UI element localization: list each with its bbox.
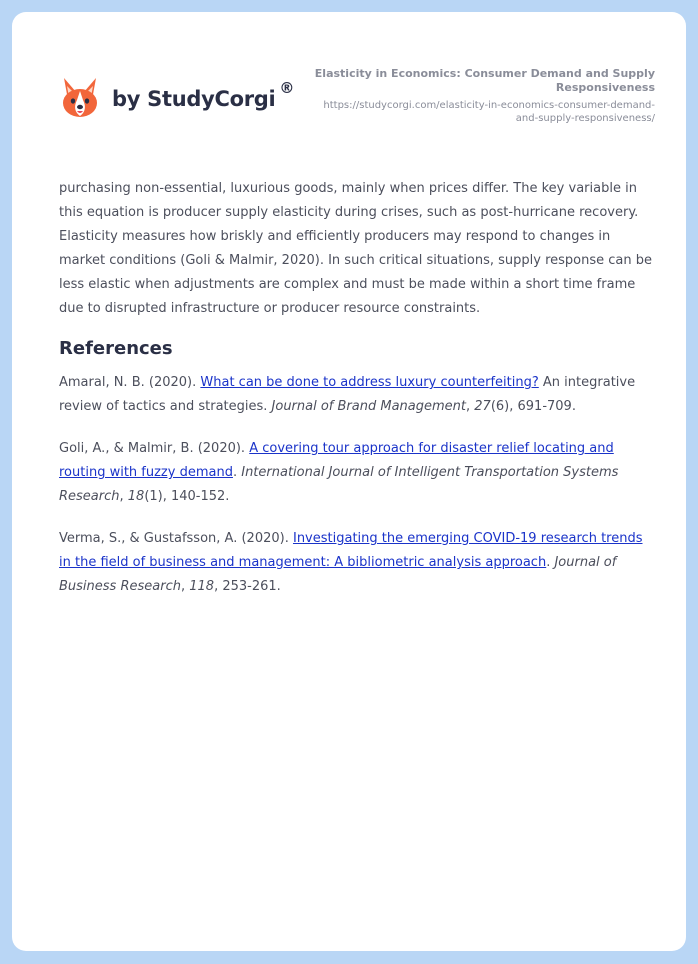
reference-item <box>59 371 655 419</box>
reference-volume: 27 <box>474 399 491 414</box>
reference-pages: , 253-261. <box>214 579 281 594</box>
brand-name: by StudyCorgi <box>112 87 276 111</box>
reference-link[interactable]: A covering tour approach for disaster relief locating and routing with fuzzy demand <box>59 441 614 480</box>
reference-title-rest: . <box>232 465 242 480</box>
reference-authors: Amaral, N. B. (2020). <box>59 375 197 390</box>
reference-authors: Verma, S., & Gustafsson, A. (2020). <box>59 531 289 546</box>
reference-volume: 18 <box>127 489 145 504</box>
reference-authors: Goli, A., & Malmir, B. (2020). <box>59 441 246 456</box>
document-content <box>59 177 655 617</box>
document-header <box>310 67 655 125</box>
corgi-head-icon <box>60 76 100 120</box>
document-page <box>12 12 686 951</box>
reference-item <box>59 437 655 509</box>
reference-pages: (6), 691-709. <box>490 399 576 414</box>
reference-volume: 118 <box>189 579 215 594</box>
registered-mark: ® <box>279 79 295 97</box>
reference-separator: , <box>466 399 475 414</box>
reference-title-rest: An integrative review of tactics and strategies. <box>59 375 636 414</box>
document-title: Elasticity in Economics: Consumer Demand and Supply Responsiveness <box>314 67 655 94</box>
reference-link[interactable]: Investigating the emerging COVID-19 research trends in the field of business and management: A bibliometric analysis approach <box>59 531 643 570</box>
reference-separator: , <box>119 489 128 504</box>
reference-title-rest: . <box>546 555 555 570</box>
reference-separator: , <box>180 579 190 594</box>
document-url[interactable]: https://studycorgi.com/elasticity-in-economics-consumer-demand-and-supply-responsiveness/ <box>323 100 655 124</box>
reference-journal: Journal of Brand Management <box>271 399 467 414</box>
reference-item <box>59 527 655 599</box>
references-heading: References <box>59 338 173 359</box>
studycorgi-logo[interactable] <box>60 76 294 120</box>
reference-pages: (1), 140-152. <box>144 489 230 504</box>
reference-journal: Journal of Business Research <box>59 555 617 594</box>
body-paragraph: purchasing non-essential, luxurious goods, mainly when prices differ. The key variable in this equation is producer supply elasticity during crises, such as post-hurricane recovery. Elasticity measures how briskly and efficiently producers may respond to changes in market conditions (Goli & Malmir, 2020). In such critical situations, supply response can be less elastic when adjustments are complex and must be made within a short time frame due to disrupted infrastructure or producer resource constraints. <box>59 181 653 316</box>
reference-journal: International Journal of Intelligent Transportation Systems Research <box>59 465 619 504</box>
reference-link[interactable]: What can be done to address luxury counterfeiting? <box>200 375 539 390</box>
